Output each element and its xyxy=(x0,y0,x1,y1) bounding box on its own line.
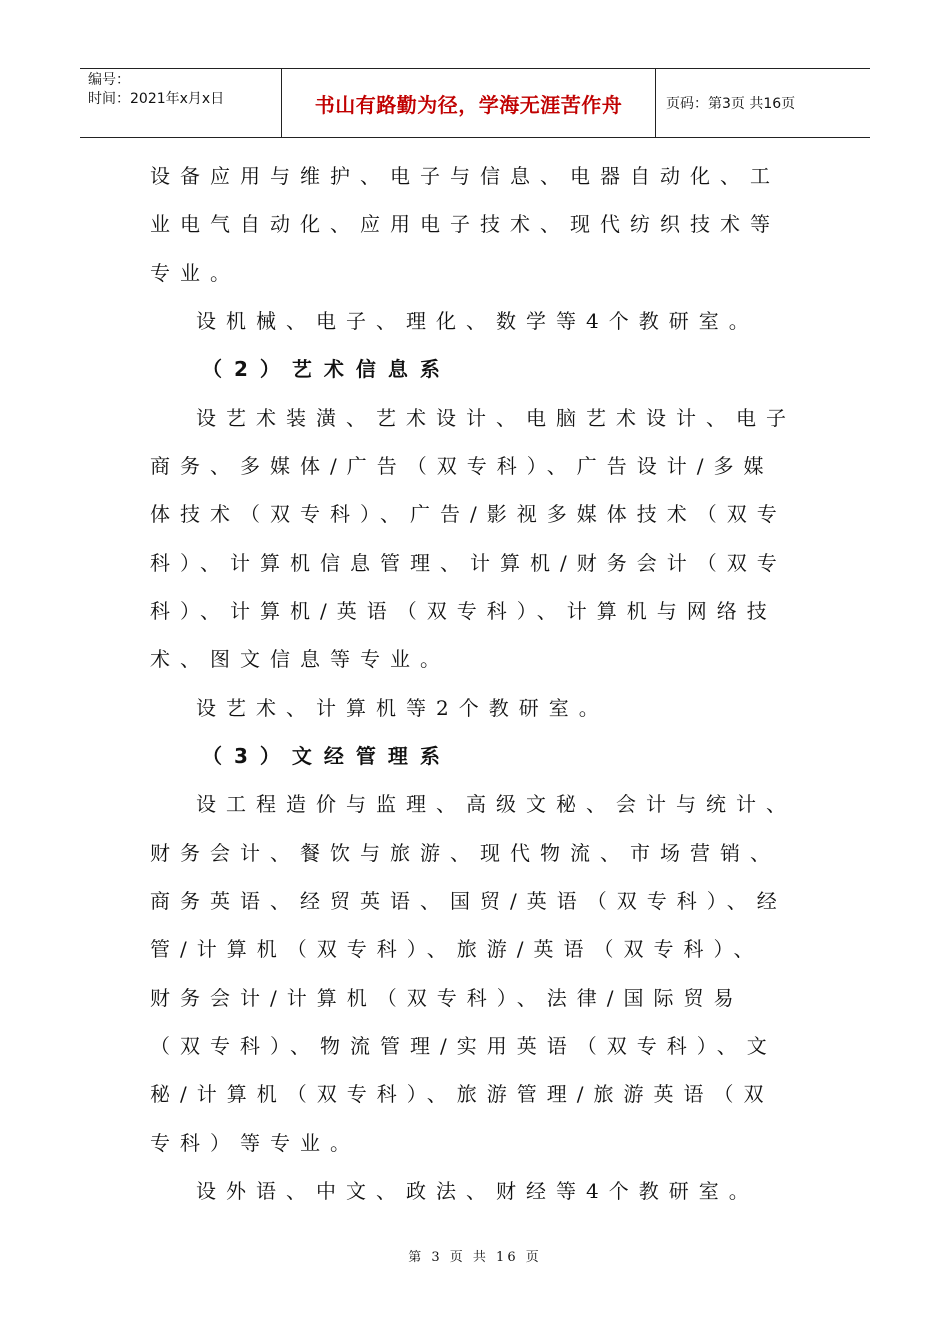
document-number: 编号： xyxy=(88,72,130,88)
body-line: 秘/计算机（双专科）、旅游管理/旅游英语（双 xyxy=(150,1082,774,1106)
body-line: 业电气自动化、应用电子技术、现代纺织技术等 xyxy=(150,212,780,236)
body-line: 专业。 xyxy=(150,261,240,285)
header-motto-cell xyxy=(282,69,656,137)
body-line: 商务、多媒体/广告（双专科）、广告设计/多媒 xyxy=(150,454,774,478)
body-line: 管/计算机（双专科）、旅游/英语（双专科）、 xyxy=(150,937,764,961)
section-heading: （2）艺术信息系 xyxy=(202,357,452,381)
body-line: 设外语、中文、政法、财经等4个教研室。 xyxy=(196,1179,759,1203)
page-header xyxy=(80,68,870,138)
body-line: 设艺术、计算机等2个教研室。 xyxy=(196,696,609,720)
body-line: 科）、计算机信息管理、计算机/财务会计（双专 xyxy=(150,551,787,575)
body-line: 设工程造价与监理、高级文秘、会计与统计、 xyxy=(196,792,796,816)
body-line: 体技术（双专科）、广告/影视多媒体技术（双专 xyxy=(150,502,787,526)
section-heading: （3）文经管理系 xyxy=(202,744,452,768)
body-line: 设艺术装潢、艺术设计、电脑艺术设计、电子 xyxy=(196,406,796,430)
body-line: 商务英语、经贸英语、国贸/英语（双专科）、经 xyxy=(150,889,787,913)
body-line: 设机械、电子、理化、数学等4个教研室。 xyxy=(196,309,759,333)
body-line: 财务会计、餐饮与旅游、现代物流、市场营销、 xyxy=(150,841,780,865)
header-meta xyxy=(80,69,282,137)
body-line: 专科）等专业。 xyxy=(150,1131,360,1155)
body-line: （双专科）、物流管理/实用英语（双专科）、文 xyxy=(150,1034,777,1058)
body-line: 设备应用与维护、电子与信息、电器自动化、工 xyxy=(150,164,780,188)
document-date: 时间：2021年x月x日 xyxy=(88,91,225,107)
body-line: 术、图文信息等专业。 xyxy=(150,647,450,671)
page-footer: 第 3 页 共 16 页 xyxy=(408,1250,542,1265)
body-line: 科）、计算机/英语（双专科）、计算机与网络技 xyxy=(150,599,777,623)
header-motto: 书山有路勤为径，学海无涯苦作舟 xyxy=(314,92,623,117)
header-page-number: 页码：第3页 共16页 xyxy=(666,96,796,112)
body-line: 财务会计/计算机（双专科）、法律/国际贸易 xyxy=(150,986,744,1010)
